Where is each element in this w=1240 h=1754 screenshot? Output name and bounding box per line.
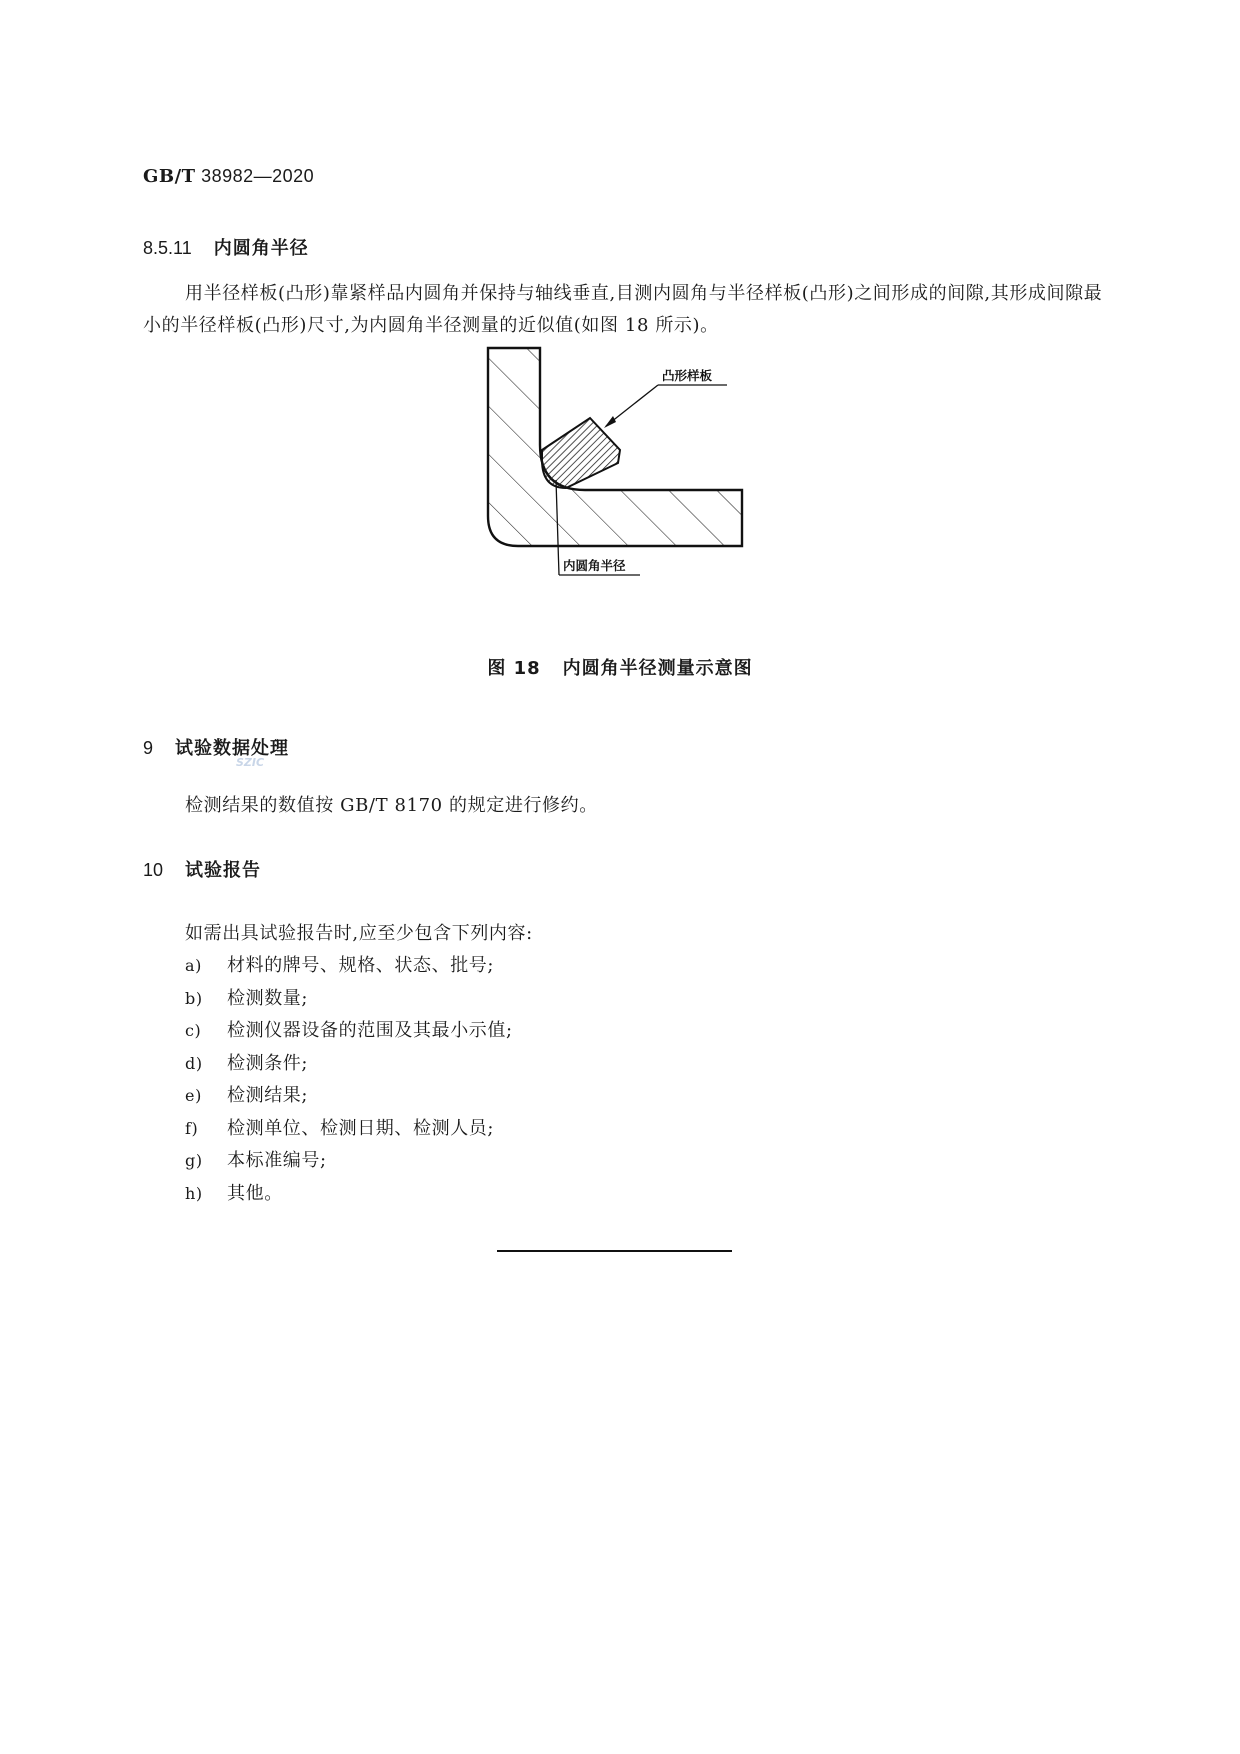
standard-prefix: GB/T — [143, 166, 196, 187]
section-8-5-11-heading — [143, 234, 309, 260]
list-item: d) 检测条件; — [185, 1052, 309, 1074]
section-title: 内圆角半径 — [213, 238, 309, 259]
section-title: 试验数据处理 — [175, 738, 290, 759]
section-10-intro: 如需出具试验报告时,应至少包含下列内容: — [185, 923, 533, 944]
list-item: b) 检测数量; — [185, 987, 309, 1009]
section-9-body: 检测结果的数值按 GB/T 8170 的规定进行修约。 — [185, 795, 598, 816]
list-item: h) 其他。 — [185, 1182, 283, 1204]
list-item: f) 检测单位、检测日期、检测人员; — [185, 1117, 495, 1139]
list-item: e) 检测结果; — [185, 1085, 309, 1106]
radius-label: 内圆角半径 — [563, 558, 626, 573]
figure-18-diagram — [470, 340, 770, 580]
section-number: 10 — [143, 860, 164, 880]
section-number: 9 — [143, 738, 154, 758]
section-number: 8.5.11 — [143, 238, 192, 258]
page-header — [143, 166, 314, 187]
standard-number: 38982—2020 — [201, 166, 315, 186]
watermark-logo: SZIC — [236, 756, 265, 769]
l-profile — [470, 340, 770, 580]
figure-caption-title: 内圆角半径测量示意图 — [562, 658, 753, 679]
list-item: a) 材料的牌号、规格、状态、批号; — [185, 955, 495, 976]
section-9-heading — [143, 734, 289, 760]
report-items-list — [185, 950, 513, 1210]
section-title: 试验报告 — [185, 860, 262, 881]
template-label: 凸形样板 — [662, 368, 713, 383]
template-leader-arrow — [604, 416, 616, 428]
figure-caption-number: 图 18 — [487, 658, 541, 679]
section-8-5-11-body: 用半径样板(凸形)靠紧样品内圆角并保持与轴线垂直,目测内圆角与半径样板(凸形)之间形成的间隙,其形成间隙最小的半径样板(凸形)尺寸,为内圆角半径测量的近似值(如图 18 所示)。 — [143, 283, 1103, 336]
end-rule — [497, 1250, 732, 1252]
section-10-heading — [143, 856, 261, 882]
list-item: g) 本标准编号; — [185, 1150, 327, 1171]
convex-template-shape — [542, 418, 620, 488]
figure-caption — [0, 654, 1240, 680]
list-item: c) 检测仪器设备的范围及其最小示值; — [185, 1020, 513, 1041]
